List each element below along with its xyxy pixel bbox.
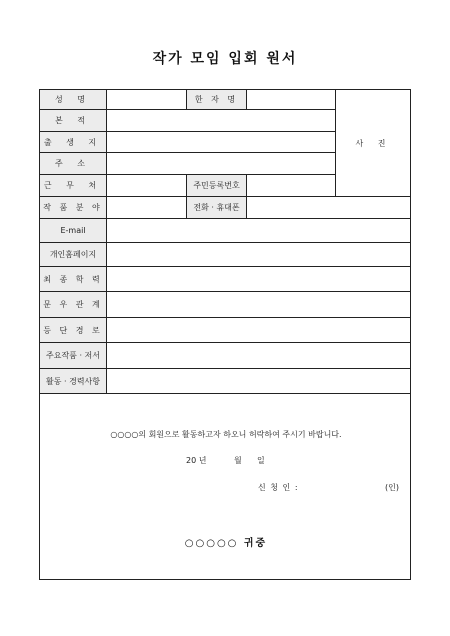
label-email: E-mail xyxy=(40,219,106,242)
date-year: 20 년 xyxy=(186,456,207,465)
major-works-field[interactable] xyxy=(107,343,411,368)
membership-notice: ○○○○의 회원으로 활동하고자 하오니 허락하여 주시기 바랍니다. xyxy=(110,430,342,439)
hanja-name-field[interactable] xyxy=(247,90,335,109)
resident-number-field[interactable] xyxy=(247,175,335,196)
phone-field[interactable] xyxy=(247,197,411,218)
label-address: 주 소 xyxy=(40,153,106,174)
label-hanja-name: 한 자 명 xyxy=(187,90,246,109)
label-activities: 활동 · 경력사항 xyxy=(40,369,106,393)
seal-mark: (인) xyxy=(385,483,399,492)
activities-field[interactable] xyxy=(107,369,411,393)
debut-route-field[interactable] xyxy=(107,318,411,342)
application-form xyxy=(39,89,411,580)
label-literary-relation: 문 우 관 계 xyxy=(40,292,106,317)
work-field-field[interactable] xyxy=(107,197,186,218)
workplace-field[interactable] xyxy=(107,175,186,196)
registered-domicile-field[interactable] xyxy=(107,110,335,131)
name-field[interactable] xyxy=(107,90,186,109)
row-divider xyxy=(40,393,411,394)
recipient: ○○○○○ 귀중 xyxy=(184,538,268,549)
date-day: 일 xyxy=(257,456,265,465)
email-field[interactable] xyxy=(107,219,411,242)
label-work-field: 작 품 분 야 xyxy=(40,197,106,218)
birthplace-field[interactable] xyxy=(107,132,335,152)
label-registered-domicile: 본 적 xyxy=(40,110,106,131)
literary-relation-field[interactable] xyxy=(107,292,411,317)
applicant-label: 신 청 인 : xyxy=(258,483,299,492)
date-month: 월 xyxy=(234,456,242,465)
label-education: 최 종 학 력 xyxy=(40,267,106,291)
photo-box[interactable]: 사 진 xyxy=(355,138,392,148)
applicant-signature-field[interactable] xyxy=(304,478,384,494)
homepage-field[interactable] xyxy=(107,243,411,266)
form-title: 작가 모임 입회 원서 xyxy=(152,51,298,67)
label-name: 성 명 xyxy=(40,90,106,109)
label-debut-route: 등 단 경 로 xyxy=(40,318,106,342)
label-homepage: 개인홈페이지 xyxy=(40,243,106,266)
label-workplace: 근 무 처 xyxy=(40,175,106,196)
label-birthplace: 출 생 지 xyxy=(40,132,106,152)
label-major-works: 주요작품 · 저서 xyxy=(40,343,106,368)
address-field[interactable] xyxy=(107,153,335,174)
education-field[interactable] xyxy=(107,267,411,291)
label-resident-number: 주민등록번호 xyxy=(187,175,246,196)
label-phone: 전화 · 휴대폰 xyxy=(187,197,246,218)
